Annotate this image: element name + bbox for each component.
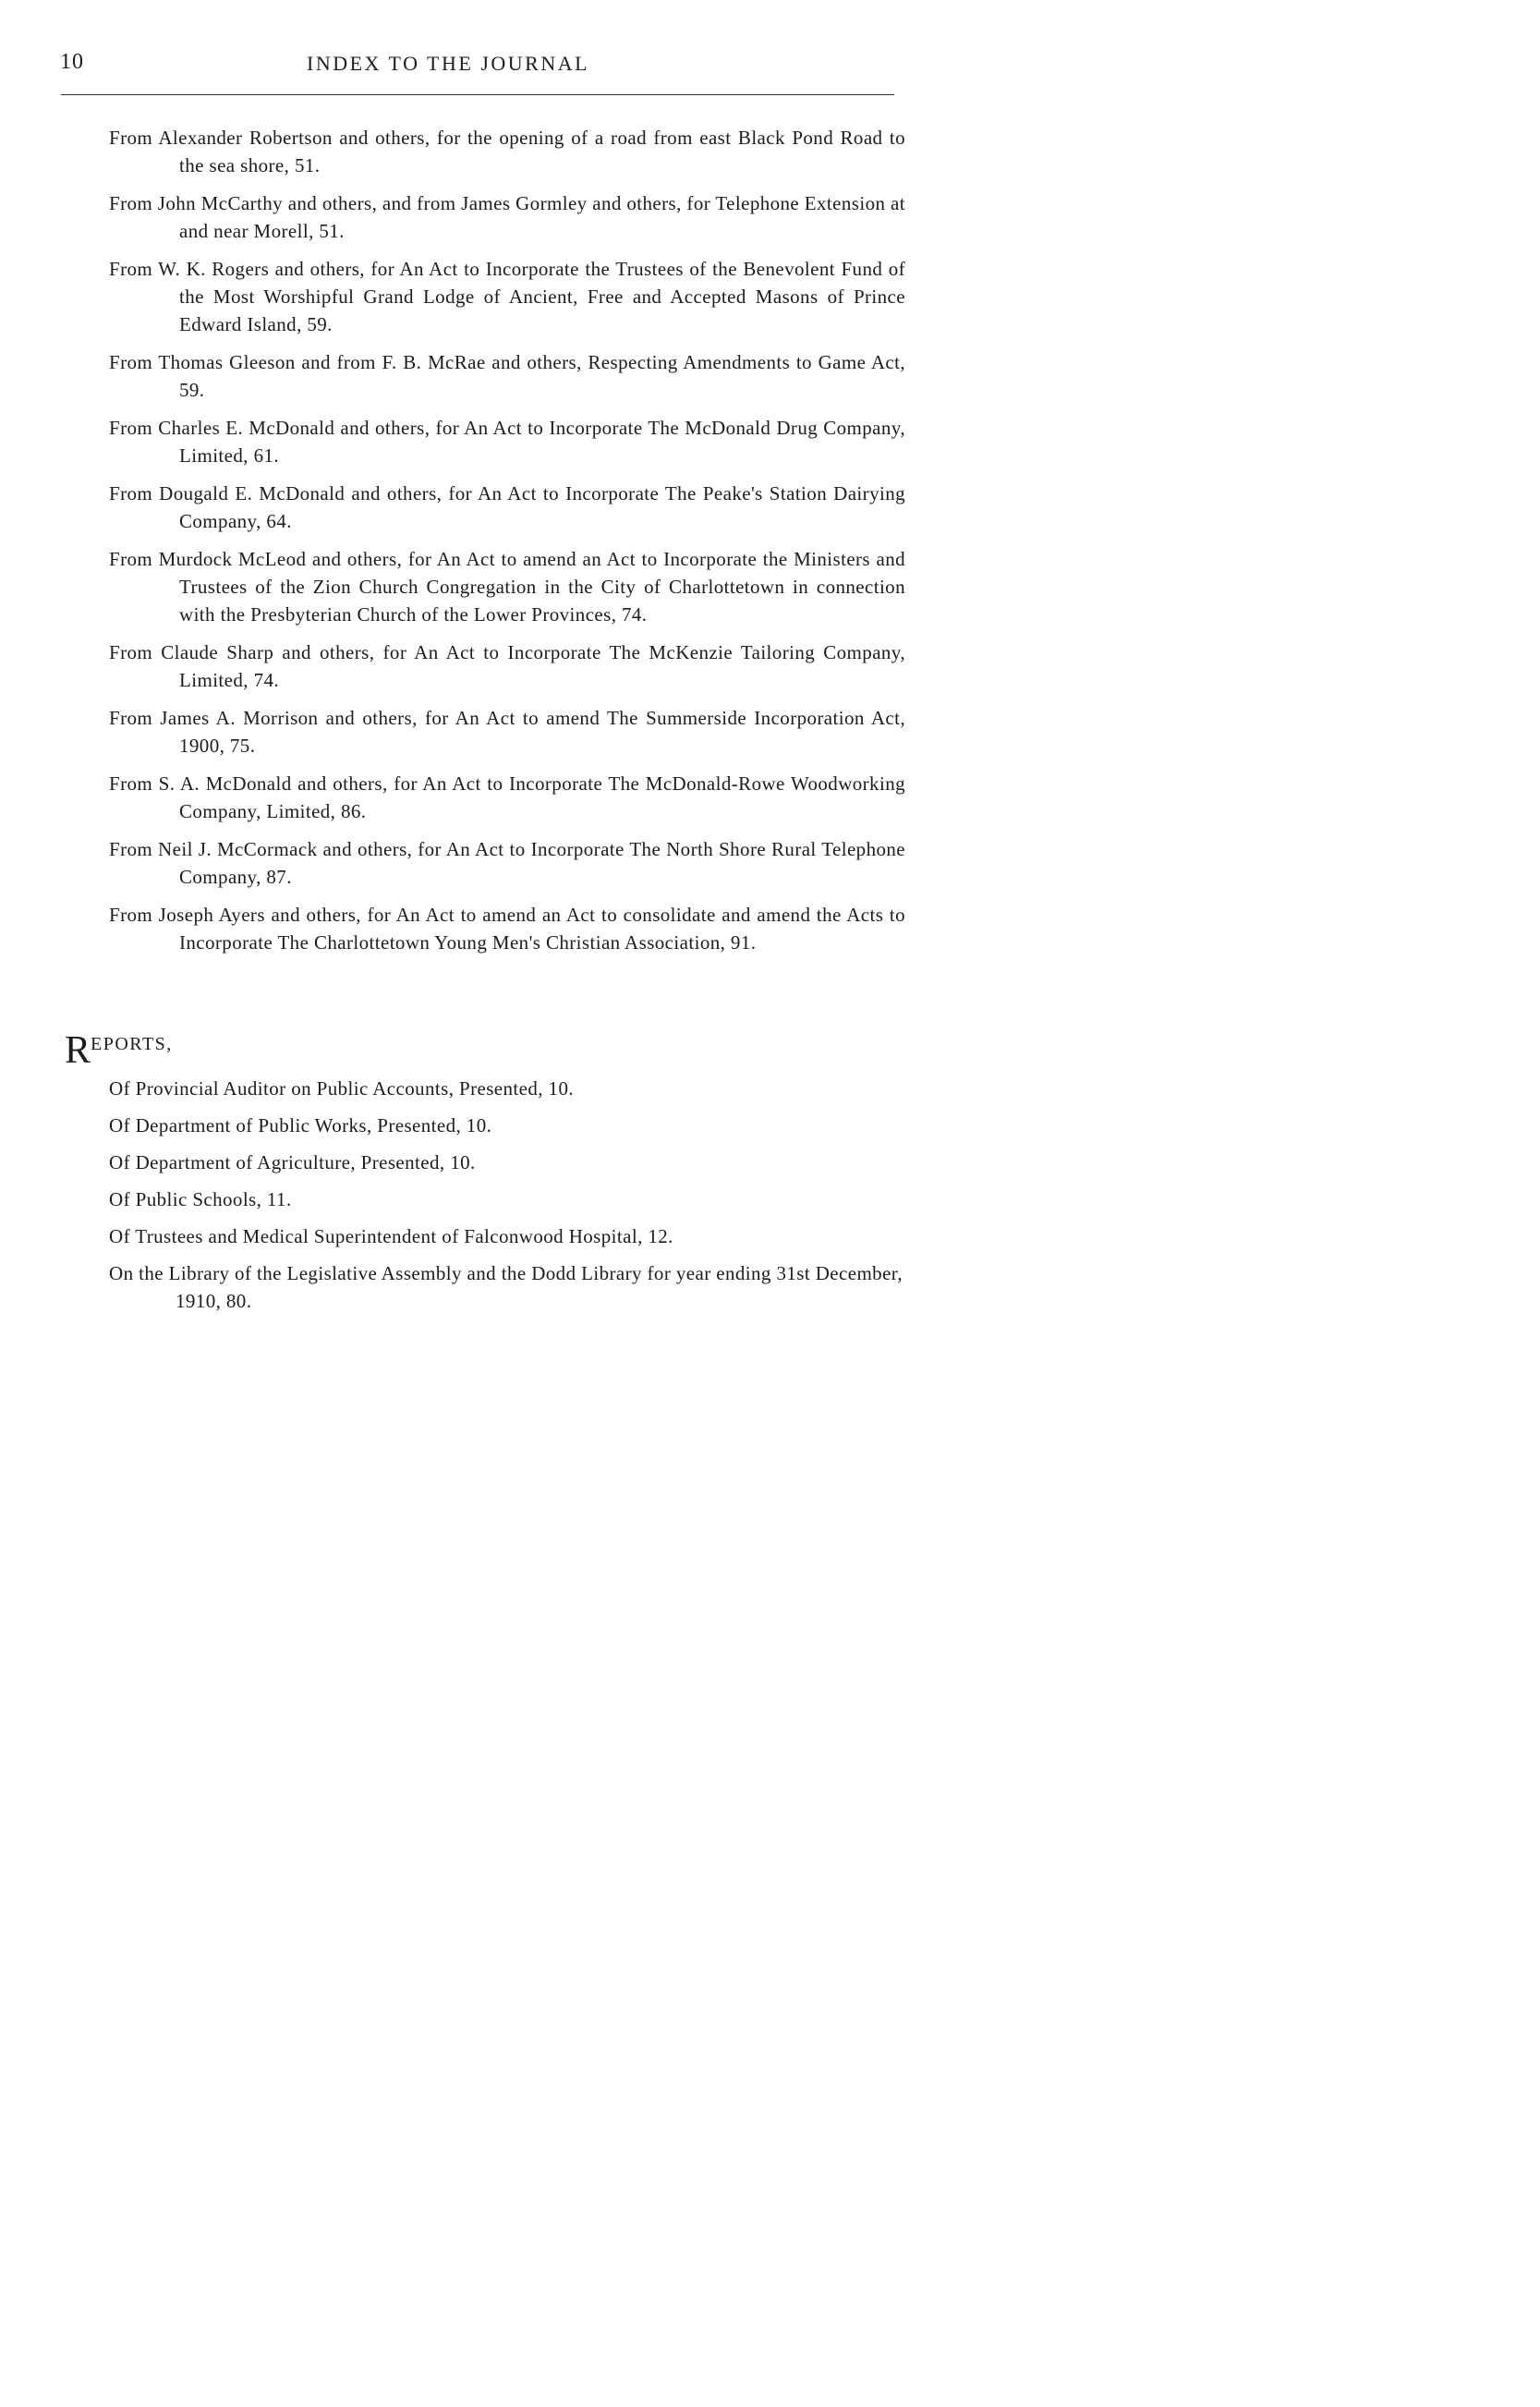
- list-item: From Claude Sharp and others, for An Act to Incorporate The McKenzie Tailoring Company, Limited, 74.: [109, 641, 905, 691]
- list-item: Of Trustees and Medical Superintendent of Falconwood Hospital, 12.: [109, 1225, 673, 1247]
- list-item: Of Public Schools, 11.: [109, 1188, 292, 1210]
- list-item: From James A. Morrison and others, for An Act to amend The Summerside Incorporation Act, 1900, 75.: [109, 707, 905, 757]
- page-number: 10: [60, 50, 84, 74]
- reports-heading: [65, 1029, 173, 1072]
- list-item: From S. A. McDonald and others, for An Act to Incorporate The McDonald-Rowe Woodworking Company, Limited, 86.: [109, 772, 905, 822]
- reports-dropcap: R: [65, 1029, 91, 1072]
- list-item: From Alexander Robertson and others, for the opening of a road from east Black Pond Road to the sea shore, 51.: [109, 127, 905, 176]
- list-item: From Charles E. McDonald and others, for An Act to Incorporate The McDonald Drug Company, Limited, 61.: [109, 417, 905, 467]
- list-item: From Neil J. McCormack and others, for An Act to Incorporate The North Shore Rural Telephone Company, 87.: [109, 838, 905, 888]
- header-rule: [61, 94, 894, 95]
- list-item: Of Provincial Auditor on Public Accounts, Presented, 10.: [109, 1077, 575, 1100]
- list-item: From W. K. Rogers and others, for An Act to Incorporate the Trustees of the Benevolent Fund of the Most Worshipful Grand Lodge of Ancient, Free and Accepted Masons of Prince Edward Island, 59.: [109, 258, 905, 335]
- list-item: From Thomas Gleeson and from F. B. McRae and others, Respecting Amendments to Game Act, 59.: [109, 351, 905, 401]
- list-item: On the Library of the Legislative Assembly and the Dodd Library for year ending 31st December, 1910, 80.: [109, 1262, 903, 1312]
- list-item: From Joseph Ayers and others, for An Act to amend an Act to consolidate and amend the Acts to Incorporate The Charlottetown Young Men's Christian Association, 91.: [109, 904, 905, 954]
- list-item: From John McCarthy and others, and from James Gormley and others, for Telephone Extension at and near Morell, 51.: [109, 192, 905, 242]
- list-item: From Murdock McLeod and others, for An Act to amend an Act to Incorporate the Ministers and Trustees of the Zion Church Congregation in the City of Charlottetown in connection with the Presbyterian Church of the Lower Provinces, 74.: [109, 548, 905, 626]
- petitions-list: [109, 124, 905, 966]
- list-item: Of Department of Public Works, Presented, 10.: [109, 1114, 492, 1137]
- reports-heading-text: EPORTS,: [91, 1034, 173, 1054]
- list-item: Of Department of Agriculture, Presented, 10.: [109, 1151, 476, 1173]
- journal-index-page: [0, 0, 927, 1449]
- list-item: From Dougald E. McDonald and others, for An Act to Incorporate The Peake's Station Dairying Company, 64.: [109, 482, 905, 532]
- running-title: INDEX TO THE JOURNAL: [307, 52, 590, 75]
- reports-list: [109, 1075, 905, 1324]
